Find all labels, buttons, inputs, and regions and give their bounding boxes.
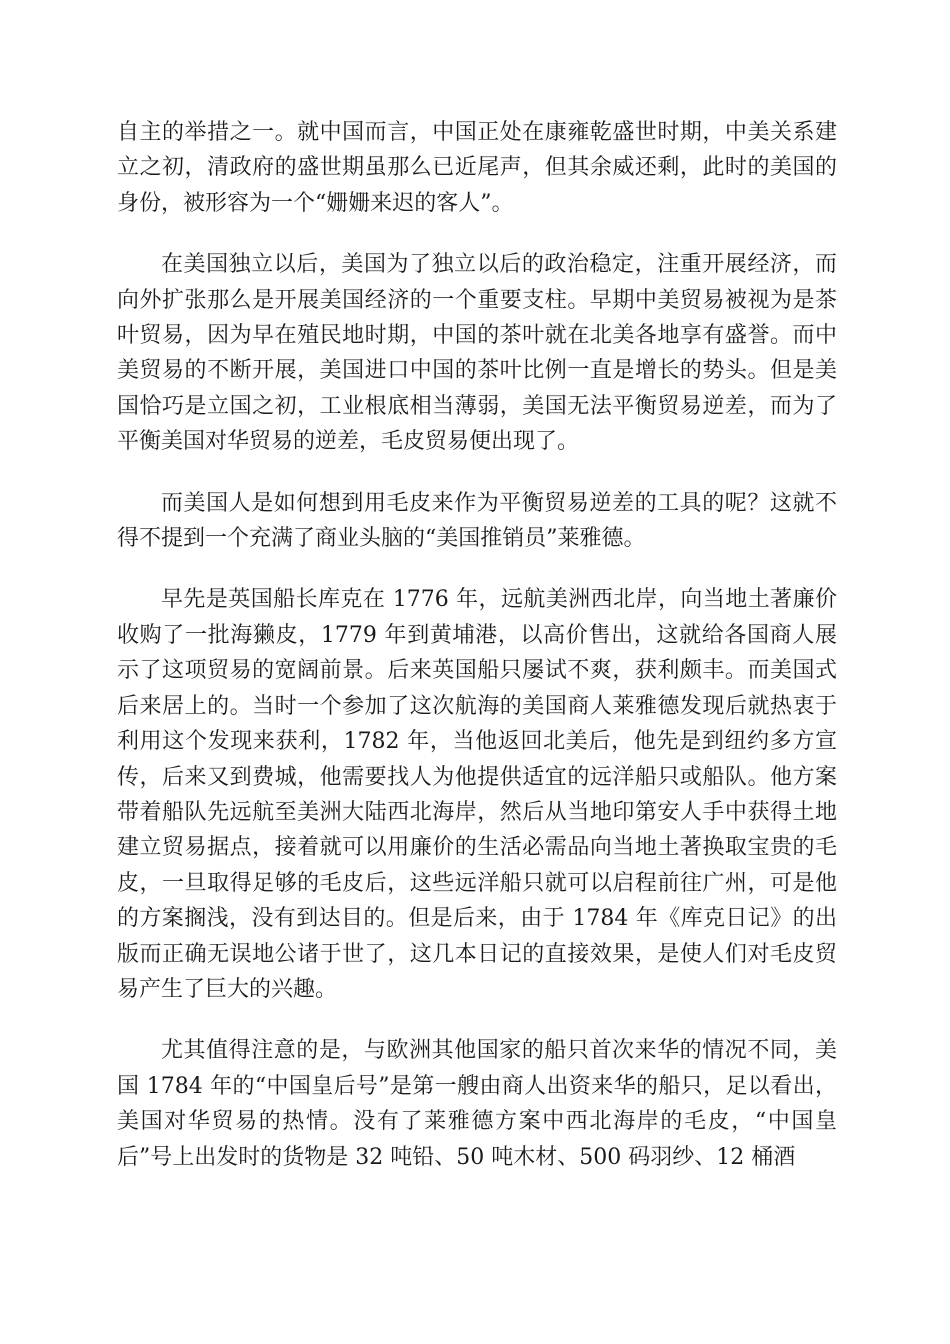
paragraph-5: 尤其值得注意的是，与欧洲其他国家的船只首次来华的情况不同，美国 1784 年的“中国皇后号”是第一艘由商人出资来华的船只，足以看出，美国对华贸易的热情。没有了莱雅德方案中西北海岸的毛皮，“中国皇后”号上出发时的货物是 32 吨铅、50 吨木材、500 码羽纱、12 桶酒 [117, 1038, 837, 1170]
paragraph-4: 早先是英国船长库克在 1776 年，远航美洲西北岸，向当地土著廉价收购了一批海獭皮，1779 年到黄埔港，以高价售出，这就给各国商人展示了这项贸易的宽阔前景。后来英国船只屡试不爽，获利颇丰。而美国式后来居上的。当时一个参加了这次航海的美国商人莱雅德发现后就热衷于利用这个发现来获利，1782 年，当他返回北美后，他先是到纽约多方宣传，后来又到费城，他需要找人为他提供适宜的远洋船只或船队。他方案带着船队先远航至美洲大陆西北海岸，然后从当地印第安人手中获得土地建立贸易据点，接着就可以用廉价的生活必需品向当地土著换取宝贵的毛皮，一旦取得足够的毛皮后，这些远洋船只就可以启程前往广州，可是他的方案搁浅，没有到达目的。但是后来，由于 1784 年《库克日记》的出版而正确无误地公诸于世了，这几本日记的直接效果，是使人们对毛皮贸易产生了巨大的兴趣。 [117, 587, 837, 1002]
paragraph-1: 自主的举措之一。就中国而言，中国正处在康雍乾盛世时期，中美关系建立之初，清政府的盛世期虽那么已近尾声，但其余威还剩，此时的美国的身份，被形容为一个“姗姗来迟的客人”。 [117, 120, 837, 216]
paragraph-3: 而美国人是如何想到用毛皮来作为平衡贸易逆差的工具的呢？这就不得不提到一个充满了商业头脑的“美国推销员”莱雅德。 [117, 490, 837, 552]
paragraph-2: 在美国独立以后，美国为了独立以后的政治稳定，注重开展经济，而向外扩张那么是开展美国经济的一个重要支柱。早期中美贸易被视为是茶叶贸易，因为早在殖民地时期，中国的茶叶就在北美各地享有盛誉。而中美贸易的不断开展，美国进口中国的茶叶比例一直是增长的势头。但是美国恰巧是立国之初，工业根底相当薄弱，美国无法平衡贸易逆差，而为了平衡美国对华贸易的逆差，毛皮贸易便出现了。 [117, 252, 837, 455]
document-body [117, 115, 837, 1175]
